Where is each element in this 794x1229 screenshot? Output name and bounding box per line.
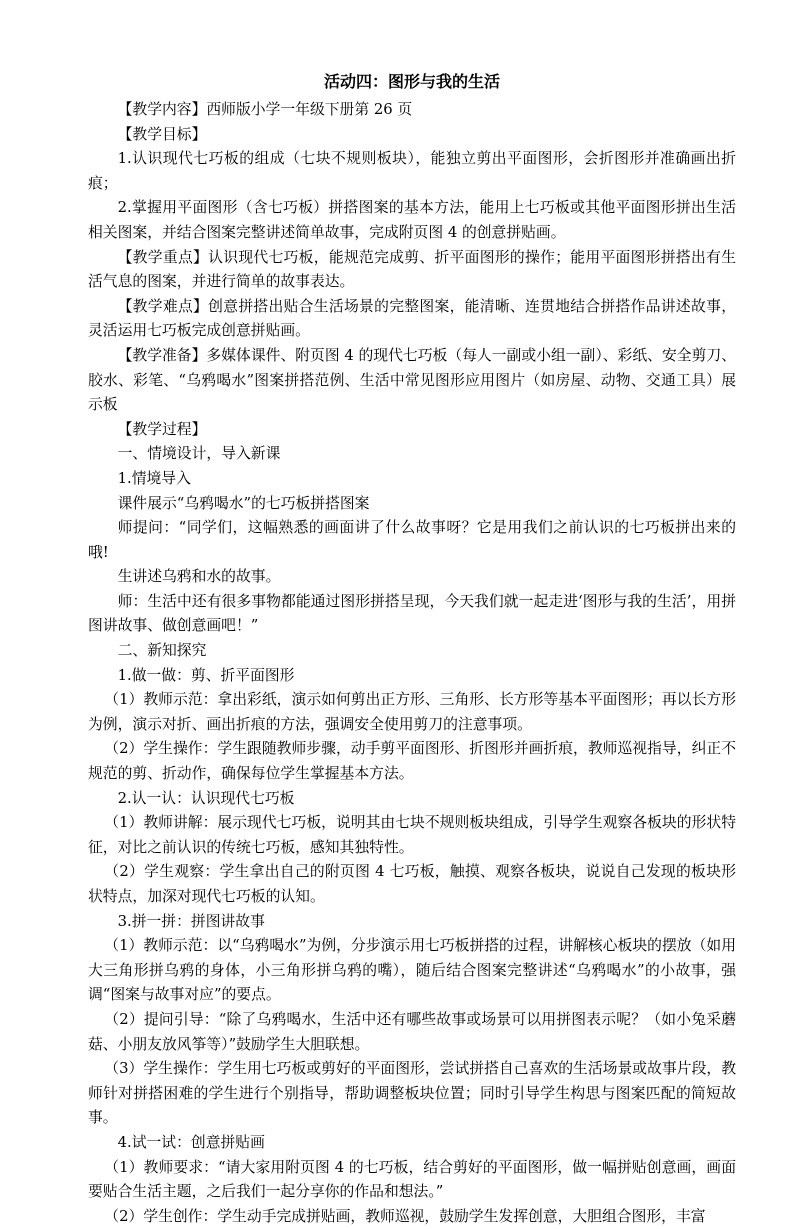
process-heading: 【教学过程】 (117, 420, 207, 438)
paragraph: （2）学生观察：学生拿出自己的附页图 4 七巧板，触摸、观察各板块，说说自己发现的板块形状特点，加深对现代七巧板的认知。 (88, 863, 736, 905)
paragraph: （3）学生操作：学生用七巧板或剪好的平面图形，尝试拼搭自己喜欢的生活场景或故事片段，教师针对拼搭困难的学生进行个别指导，帮助调整板块位置；同时引导学生构思与图案匹配的简短故事。 (88, 1060, 736, 1127)
paragraph: （1）教师讲解：展示现代七巧板，说明其由七块不规则板块组成，引导学生观察各板块的形状特征，对比之前认识的传统七巧板，感知其独特性。 (88, 814, 736, 856)
section-1-heading: 一、情境设计，导入新课 (117, 445, 281, 463)
document-title: 活动四：图形与我的生活 (323, 72, 500, 91)
teaching-goals-heading: 【教学目标】 (117, 125, 207, 143)
goal-1: 1.认识现代七巧板的组成（七块不规则板块），能独立剪出平面图形，会折图形并准确画出折痕； (88, 150, 736, 192)
paragraph: 生讲述乌鸦和水的故事。 (117, 568, 281, 586)
section-2-heading: 二、新知探究 (117, 642, 207, 660)
paragraph: （2）提问引导：“除了乌鸦喝水，生活中还有哪些故事或场景可以用拼图表示呢？（如小兔采蘑菇、小朋友放风筝等）”鼓励学生大胆联想。 (88, 1010, 736, 1053)
subsection-2-2: 2.认一认：认识现代七巧板 (117, 789, 295, 807)
paragraph: 师提问：“同学们，这幅熟悉的画面讲了什么故事呀？它是用我们之前认识的七巧板拼出来的哦! (88, 519, 736, 561)
paragraph: （1）教师示范：以“乌鸦喝水”为例，分步演示用七巧板拼搭的过程，讲解核心板块的摆放（如用大三角形拼乌鸦的身体，小三角形拼乌鸦的嘴），随后结合图案完整讲述“乌鸦喝水”的小故事，强调“图案与故事对应”的要点。 (88, 937, 736, 1004)
teaching-content: 【教学内容】西师版小学一年级下册第 26 页 (117, 101, 413, 118)
paragraph: 课件展示“乌鸦喝水”的七巧板拼搭图案 (117, 494, 370, 512)
goal-2: 2.掌握用平面图形（含七巧板）拼搭图案的基本方法，能用上七巧板或其他平面图形拼出生活相关图案，并结合图案完整讲述简单故事，完成附页图 4 的创意拼贴画。 (88, 199, 736, 241)
paragraph: 师：生活中还有很多事物都能通过图形拼搭呈现，今天我们就一起走进‘图形与我的生活’，用拼图讲故事、做创意画吧！” (88, 592, 736, 635)
subsection-2-3: 3.拼一拼：拼图讲故事 (117, 912, 265, 930)
difficult-points: 【教学难点】创意拼搭出贴合生活场景的完整图案，能清晰、连贯地结合拼搭作品讲述故事，灵活运用七巧板完成创意拼贴画。 (88, 297, 736, 340)
paragraph: （1）教师示范：拿出彩纸，演示如何剪出正方形、三角形、长方形等基本平面图形；再以长方形为例，演示对折、画出折痕的方法，强调安全使用剪刀的注意事项。 (88, 691, 736, 733)
subsection-1-1: 1.情境导入 (117, 469, 191, 487)
paragraph: （2）学生创作：学生动手完成拼贴画，教师巡视，鼓励学生发挥创意，大胆组合图形，丰富 (104, 1207, 706, 1225)
paragraph: （1）教师要求：“请大家用附页图 4 的七巧板，结合剪好的平面图形，做一幅拼贴创意画，画面要贴合生活主题，之后我们一起分享你的作品和想法。” (88, 1158, 736, 1201)
key-points: 【教学重点】认识现代七巧板，能规范完成剪、折平面图形的操作；能用平面图形拼搭出有生活气息的图案，并进行简单的故事表达。 (88, 248, 736, 291)
subsection-2-4: 4.试一试：创意拼贴画 (117, 1133, 265, 1151)
subsection-2-1: 1.做一做：剪、折平面图形 (117, 666, 295, 684)
document-page (88, 70, 736, 1229)
paragraph: （2）学生操作：学生跟随教师步骤，动手剪平面图形、折图形并画折痕，教师巡视指导，纠正不规范的剪、折动作，确保每位学生掌握基本方法。 (88, 740, 736, 783)
preparation: 【教学准备】多媒体课件、附页图 4 的现代七巧板（每人一副或小组一副）、彩纸、安全剪刀、胶水、彩笔、“乌鸦喝水”图案拼搭范例、生活中常见图形应用图片（如房屋、动物、交通工具）展示板 (88, 346, 736, 414)
